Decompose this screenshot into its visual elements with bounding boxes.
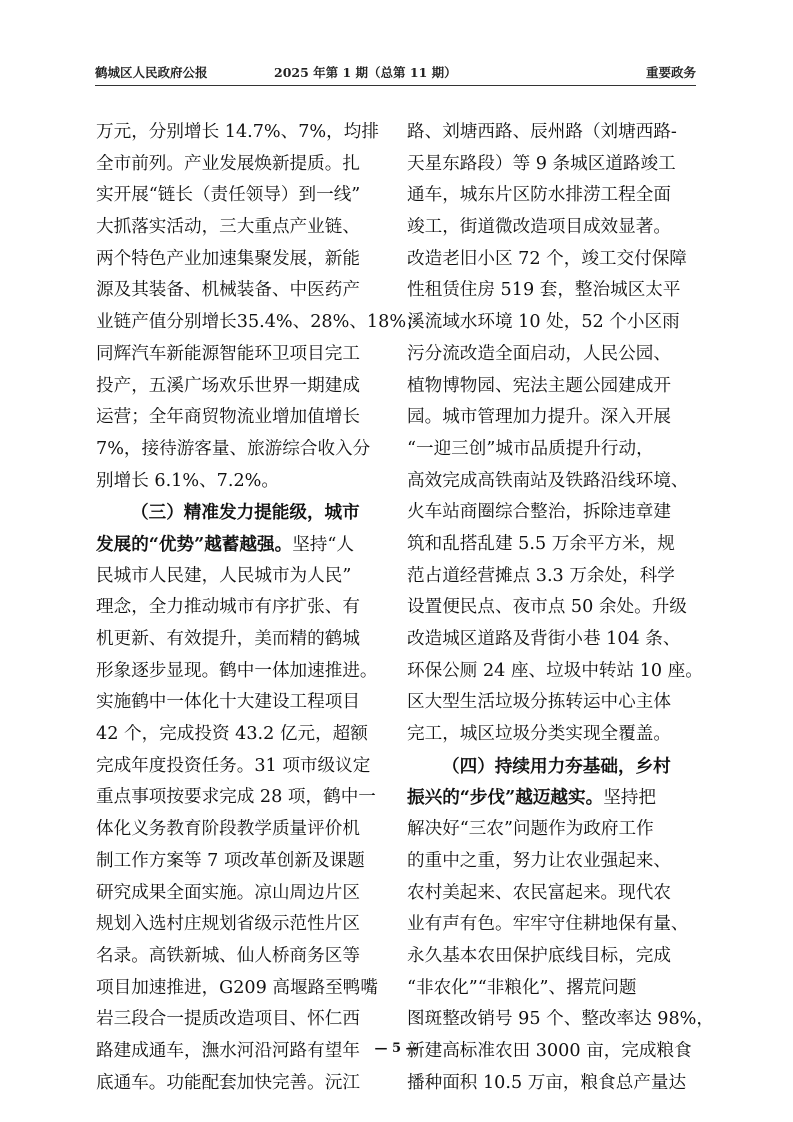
text-line: 完工，城区垃圾分类实现全覆盖。	[407, 724, 671, 745]
text-line: 万元，分别增长 14.7%、7%，均排	[96, 122, 379, 142]
text-line: 业有声有色。牢牢守住耕地保有量、	[407, 914, 689, 935]
text-line: 区大型生活垃圾分拣转运中心主体	[407, 692, 671, 713]
text-line: 实施鹤中一体化十大建设工程项目	[96, 692, 360, 713]
text-line: 解决好“三农”问题作为政府工作	[407, 819, 654, 840]
section-heading-4: （四）持续用力夯基础，乡村	[442, 755, 671, 777]
heading-text: 振兴的“步伐”越迈越实。	[407, 787, 604, 809]
text-line: 重点事项按要求完成 28 项，鹤中一	[96, 787, 376, 808]
text-line: 改造城区道路及背街小巷 104 条、	[407, 629, 681, 649]
text-line: 同辉汽车新能源智能环卫项目完工	[96, 343, 360, 364]
text-line: 溪流域水环境 10 处，52 个小区雨	[407, 312, 680, 333]
section-heading-4-cont	[407, 782, 701, 814]
text-run: 坚持把	[603, 788, 656, 809]
text-line: 名录。高铁新城、仙人桥商务区等	[96, 945, 360, 966]
text-line: 园。城市管理加力提升。深入开展	[407, 407, 671, 428]
text-line: 运营；全年商贸物流业增加值增长	[96, 407, 360, 428]
text-line: 污分流改造全面启动，人民公园、	[407, 343, 671, 364]
text-line: 岩三段合一提质改造项目、怀仁西	[96, 1009, 360, 1030]
text-line: 图斑整改销号 95 个、整改率达 98%，	[407, 1009, 714, 1030]
text-line: 两个特色产业加速集聚发展，新能	[96, 248, 360, 269]
text-line: “非农化”“非粮化”、撂荒问题	[407, 977, 637, 998]
section-heading-3-cont	[96, 529, 390, 561]
page-number: — 5 —	[374, 1041, 419, 1056]
text-line: 大抓落实活动，三大重点产业链、	[96, 217, 360, 238]
text-line: 设置便民点、夜市点 50 余处。升级	[407, 597, 687, 618]
text-line: 竣工，街道微改造项目成效显著。	[407, 217, 671, 238]
text-line: 业链产值分别增长35.4%、28%、18%；	[96, 312, 424, 333]
section-label: 重要政务	[645, 65, 696, 80]
text-line: 新建高标准农田 3000 亩，完成粮食	[407, 1040, 692, 1061]
text-line: 规划入选村庄规划省级示范性片区	[96, 914, 360, 935]
text-line: 全市前列。产业发展焕新提质。扎	[96, 153, 360, 174]
text-line: 高效完成高铁南站及铁路沿线环境、	[407, 470, 689, 491]
left-column	[96, 117, 424, 1099]
text-line: 完成年度投资任务。31 项市级议定	[96, 755, 371, 776]
text-line: 民城市人民建，人民城市为人民”	[96, 565, 352, 586]
page-header	[95, 61, 696, 85]
text-line: 火车站商圈综合整治，拆除违章建	[407, 502, 671, 523]
text-line: 体化义务教育阶段教学质量评价机	[96, 819, 360, 840]
text-line: 实开展“链长（责任领导）到一线”	[96, 185, 361, 206]
text-line: 路建成通车，潕水河沿河路有望年	[96, 1040, 360, 1061]
text-line: 天星东路段）等 9 条城区道路竣工	[407, 153, 676, 174]
text-line: 性租赁住房 519 套，整治城区太平	[407, 280, 681, 301]
text-line: 别增长 6.1%、7.2%。	[96, 470, 279, 491]
text-line: 通车，城东片区防水排涝工程全面	[407, 185, 671, 206]
text-run: 坚持“人	[292, 534, 354, 555]
text-line: 形象逐步显现。鹤中一体加速推进。	[96, 660, 378, 681]
text-line: 筑和乱搭乱建 5.5 万余平方米，规	[407, 533, 675, 554]
text-line: 制工作方案等 7 项改革创新及课题	[96, 850, 365, 871]
text-line: 机更新、有效提升，美而精的鹤城	[96, 629, 360, 649]
section-heading-3: （三）精准发力提能级，城市	[131, 502, 360, 524]
text-line: 理念，全力推动城市有序扩张、有	[96, 597, 360, 618]
text-line: 研究成果全面实施。凉山周边片区	[96, 882, 360, 903]
text-line: “一迎三创”城市品质提升行动，	[407, 438, 654, 459]
text-line: 播种面积 10.5 万亩，粮食总产量达	[407, 1072, 687, 1093]
publication-title: 鹤城区人民政府公报	[95, 65, 208, 80]
text-line: 环保公厕 24 座、垃圾中转站 10 座。	[407, 660, 703, 681]
text-line: 42 个，完成投资 43.2 亿元，超额	[96, 724, 368, 745]
text-line: 永久基本农田保护底线目标，完成	[407, 945, 671, 966]
text-line: 7%，接待游客量、旅游综合收入分	[96, 438, 371, 459]
text-line: 源及其装备、机械装备、中医药产	[96, 280, 360, 301]
text-line: 项目加速推进，G209 高堰路至鸭嘴	[96, 977, 378, 998]
text-line: 的重中之重，努力让农业强起来、	[407, 850, 671, 871]
header-rule	[95, 85, 696, 86]
issue-label: 2025 年第 1 期（总第 11 期）	[274, 65, 457, 80]
text-line: 底通车。功能配套加快完善。沅江	[96, 1072, 360, 1093]
text-line: 范占道经营摊点 3.3 万余处，科学	[407, 565, 675, 586]
right-column	[407, 117, 714, 1099]
text-line: 改造老旧小区 72 个，竣工交付保障	[407, 248, 687, 269]
text-line: 农村美起来、农民富起来。现代农	[407, 882, 671, 903]
heading-text: 发展的“优势”越蓄越强。	[96, 533, 293, 555]
text-line: 路、刘塘西路、辰州路（刘塘西路-	[407, 122, 677, 142]
text-line: 植物博物园、宪法主题公园建成开	[407, 375, 671, 396]
text-line: 投产，五溪广场欢乐世界一期建成	[96, 375, 360, 396]
